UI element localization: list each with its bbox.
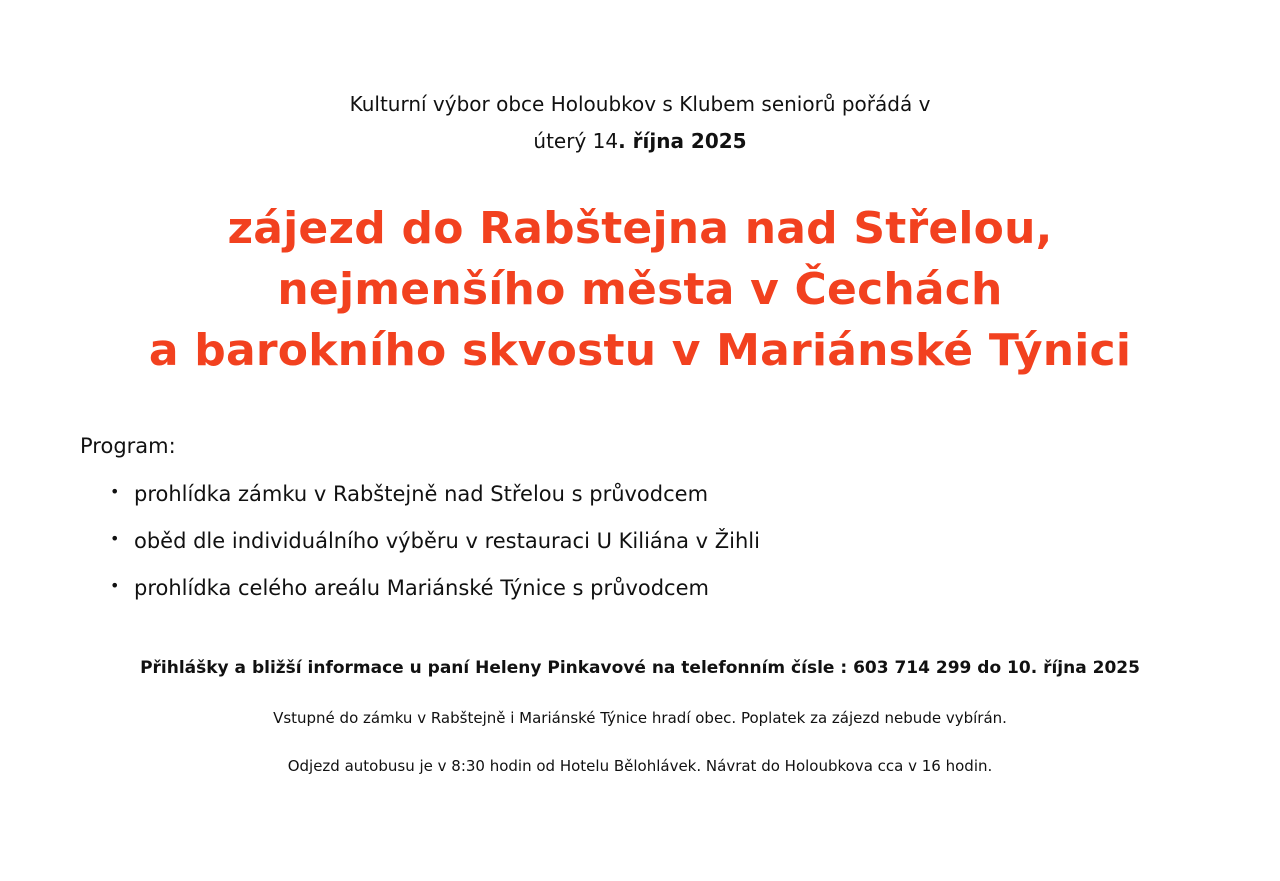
event-date: . října 2025 (618, 129, 747, 153)
event-day: úterý 14 (533, 129, 619, 153)
registration-contact: Přihlášky a bližší informace u paní Heleny Pinkavové na telefonním čísle : 603 714 299 do 10. října 2025 (140, 658, 1140, 678)
bullet-icon: • (110, 576, 120, 595)
departure-note: Odjezd autobusu je v 8:30 hodin od Hotelu Bělohlávek. Návrat do Holoubkova cca v 16 hodin. (287, 757, 993, 775)
bullet-icon: • (110, 529, 120, 548)
headline-line-3: a barokního skvostu v Mariánské Týnici (148, 325, 1132, 376)
program-label: Program: (80, 434, 176, 458)
headline-line-2: nejmenšího města v Čechách (277, 264, 1003, 315)
intro-block (0, 86, 1280, 160)
program-item (110, 478, 760, 525)
event-date-line (0, 123, 1280, 160)
program-list (110, 478, 760, 619)
intro-line: Kulturní výbor obce Holoubkov s Klubem seniorů pořádá v (349, 92, 931, 116)
program-item-text: prohlídka zámku v Rabštejně nad Střelou s průvodcem (134, 482, 709, 506)
program-item-text: prohlídka celého areálu Mariánské Týnice s průvodcem (134, 576, 709, 600)
event-headline (0, 198, 1280, 381)
bullet-icon: • (110, 482, 120, 501)
program-item-text: oběd dle individuálního výběru v restauraci U Kiliána v Žihli (134, 529, 760, 553)
admission-note: Vstupné do zámku v Rabštejně i Mariánské Týnice hradí obec. Poplatek za zájezd nebude vybírán. (273, 709, 1007, 727)
headline-line-1: zájezd do Rabštejna nad Střelou, (227, 203, 1053, 254)
program-item (110, 525, 760, 572)
program-item (110, 572, 760, 619)
